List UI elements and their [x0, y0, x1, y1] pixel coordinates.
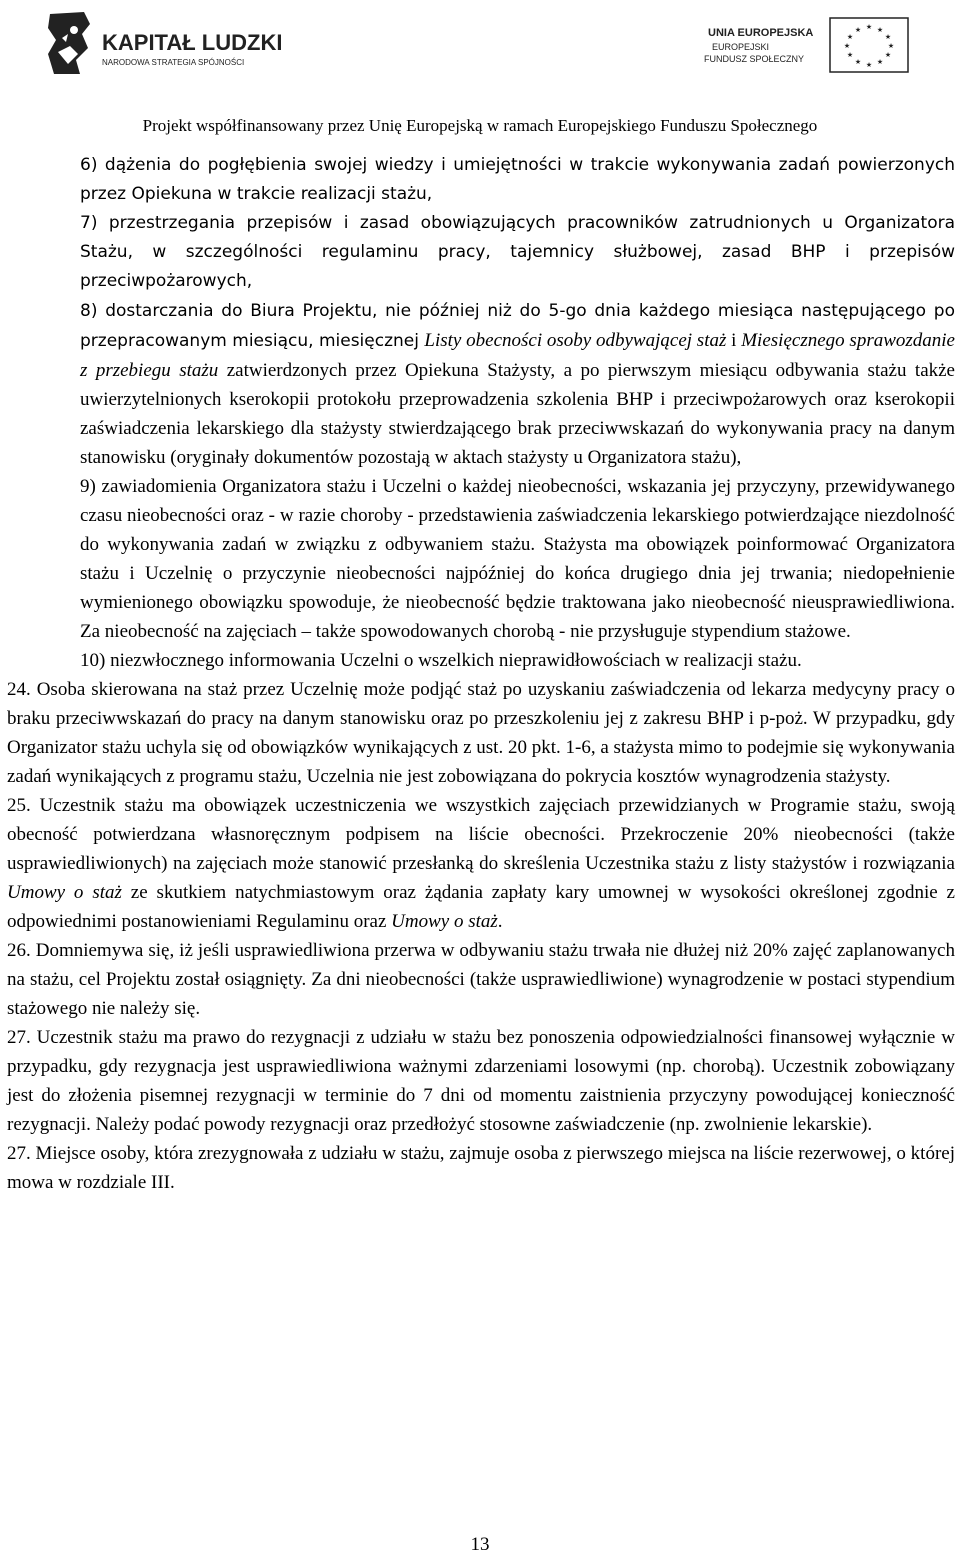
paragraph-24: 24. Osoba skierowana na staż przez Uczelnię może podjąć staż po uzyskaniu zaświadczenia od lekarza medycyny pracy o braku przeciwwskazań do pracy na danym stanowisku oraz po przeszkoleniu jej z zakresu BHP i p-poż. W przypadku, gdy Organizator stażu uchyla się od obowiązków wynikających z ust. 20 pkt. 1-6, a stażysta mimo to podejmie się wykonywania zadań wynikających z programu stażu, Uczelnia nie jest zobowiązana do pokrycia kosztów wynagrodzenia stażysty. — [7, 679, 955, 787]
svg-text:★: ★ — [865, 23, 873, 31]
kapital-ludzki-emblem-icon — [48, 12, 90, 74]
list-item-8-italic-b: Listy obecności osoby odbywającej staż — [424, 330, 727, 351]
svg-text:★: ★ — [854, 58, 862, 66]
list-item-8-italic-d: Miesięcznego sprawozdanie z przebiegu stażu — [80, 330, 955, 381]
list-item-8-text-e: zatwierdzonych przez Opiekuna Stażysty, a po pierwszym miesiącu odbywania stażu także uwierzytelnionych kserokopii protokołu przeprowadzenia szkolenia BHP i przeciwpożarowych oraz kserokopii zaświadczenia lekarskiego dla stażysty stwierdzającego brak przeciwwskazań do wykonywania pracy na danym stanowisku (oryginały dokumentów pozostają w aktach stażysty u Organizatora stażu), — [80, 360, 955, 468]
list-item-10: 10) niezwłocznego informowania Uczelni o wszelkich nieprawidłowościach w realizacji stażu. — [80, 650, 802, 671]
list-item-8-text-c: i — [726, 330, 742, 351]
paragraph-25-text-c: ze skutkiem natychmiastowym oraz żądania zapłaty kary umownej w wysokości określonej zgodnie z odpowiednimi postanowieniami Regulaminu oraz — [7, 882, 955, 932]
paragraph-25-text-a: 25. Uczestnik stażu ma obowiązek uczestniczenia we wszystkich zajęciach przewidzianych w Programie stażu, swoją obecność potwierdzana własnoręcznym podpisem na liście obecności. Przekroczenie 20% nieobecności (także usprawiedliwionych) na zajęciach może stanowić przesłanką do skreślenia Uczestnika stażu z listy stażystów i rozwiązania — [7, 795, 955, 874]
paragraph-25-text-e: . — [497, 911, 503, 932]
paragraph-25 — [7, 791, 955, 936]
paragraph-27-replacement: 27. Miejsce osoby, która zrezygnowała z udziału w stażu, zajmuje osoba z pierwszego miejsca na liście rezerwowej, o której mowa w rozdziale III. — [7, 1143, 955, 1193]
paragraph-25-italic-b: Umowy o staż — [7, 882, 122, 903]
svg-text:★: ★ — [843, 42, 851, 50]
paragraph-26: 26. Domniemywa się, iż jeśli usprawiedliwiona przerwa w odbywaniu stażu trwała nie dłużej niż 20% zajęć zaplanowanych na stażu, cel Projektu został osiągnięty. Za dni nieobecności (także usprawiedliwione) wynagrodzenie w postaci stypendium stażowego nie należy się. — [7, 940, 955, 1019]
kapital-ludzki-title: KAPITAŁ LUDZKI — [102, 30, 283, 55]
svg-text:★: ★ — [876, 26, 884, 34]
list-item-8-text-a: 8) dostarczania do Biura Projektu, nie później niż do 5-go dnia każdego miesiąca następującego po przepracowanym miesiącu, miesięcznej — [80, 301, 955, 351]
eu-flag-icon — [830, 18, 908, 72]
svg-text:★: ★ — [865, 61, 873, 69]
eu-logo-line3: FUNDUSZ SPOŁECZNY — [704, 54, 805, 64]
list-item-6: 6) dążenia do pogłębienia swojej wiedzy i umiejętności w trakcie wykonywania zadań powierzonych przez Opiekuna w trakcie realizacji stażu, — [80, 155, 955, 204]
eu-logo-line2: EUROPEJSKI — [712, 42, 770, 52]
svg-text:★: ★ — [846, 33, 854, 41]
paragraph-27-resignation: 27. Uczestnik stażu ma prawo do rezygnacji z udziału w stażu bez ponoszenia odpowiedzialności finansowej wyłącznie w przypadku, gdy rezygnacja jest usprawiedliwiona ważnymi zdarzeniami losowymi (np. chorobą). Uczestnik zobowiązany jest do złożenia pisemnej rezygnacji w terminie do 7 dni od momentu zaistnienia przyczyny powodującej konieczność rezygnacji. Należy podać powody rezygnacji oraz przedłożyć stosowne zaświadczenie (np. zwolnienie lekarskie). — [7, 1027, 955, 1135]
svg-text:★: ★ — [846, 51, 854, 59]
svg-text:★: ★ — [854, 26, 862, 34]
kapital-ludzki-subtitle: NARODOWA STRATEGIA SPÓJNOŚCI — [102, 58, 245, 67]
document-body — [7, 151, 955, 1197]
svg-text:★: ★ — [884, 51, 892, 59]
paragraph-25-italic-d: Umowy o staż — [391, 911, 498, 932]
page-number: 13 — [470, 1534, 490, 1555]
svg-text:★: ★ — [887, 42, 895, 50]
svg-text:★: ★ — [884, 33, 892, 41]
list-item-7: 7) przestrzegania przepisów i zasad obowiązujących pracowników zatrudnionych u Organizatora Stażu, w szczególności regulaminu pracy, tajemnicy służbowej, zasad BHP i przepisów przeciwpożarowych, — [80, 213, 955, 291]
cofinancing-header: Projekt współfinansowany przez Unię Europejską w ramach Europejskiego Funduszu Społecznego — [142, 116, 818, 135]
eu-efs-logo — [700, 12, 920, 78]
list-item-8 — [80, 296, 955, 472]
list-item-9: 9) zawiadomienia Organizatora stażu i Uczelni o każdej nieobecności, wskazania jej przyczyny, przewidywanego czasu nieobecności oraz - w razie choroby - przedstawienia zaświadczenia lekarskiego potwierdzające niezdolność do wykonywania zadań w związku z odbywaniem stażu. Stażysta ma obowiązek poinformować Organizatora stażu i Uczelnię o przyczynie nieobecności najpóźniej do końca drugiego dnia jej trwania; niedopełnienie wymienionego obowiązku spowoduje, że nieobecność będzie traktowana jako nieobecność nieusprawiedliwiona. Za nieobecność na zajęciach – także spowodowanych chorobą - nie przysługuje stypendium stażowe. — [80, 476, 955, 642]
svg-text:★: ★ — [876, 58, 884, 66]
kapital-ludzki-logo — [44, 8, 284, 78]
eu-logo-line1: UNIA EUROPEJSKA — [708, 27, 814, 39]
